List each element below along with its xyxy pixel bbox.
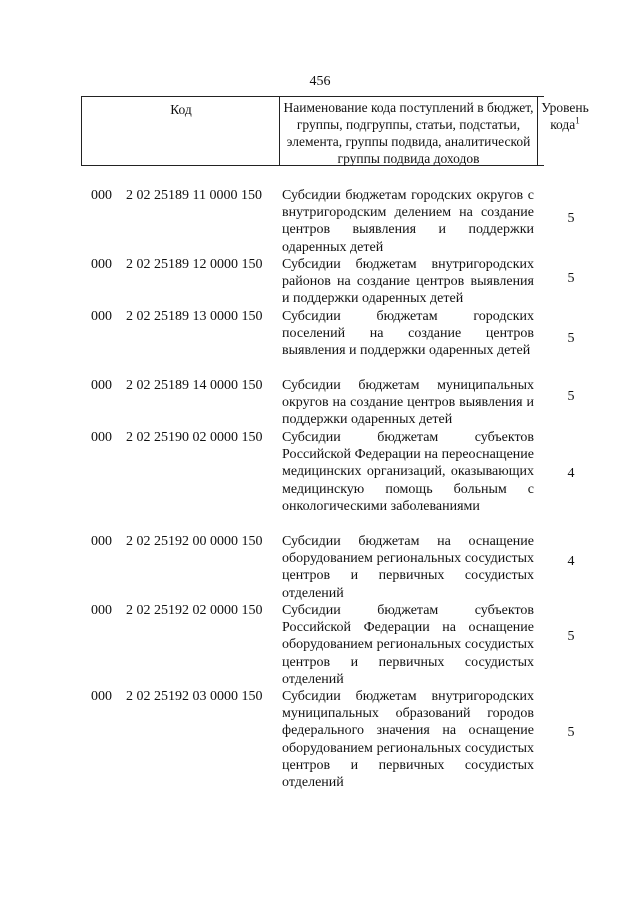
- page-number: 456: [309, 74, 331, 89]
- row-group-code: 000: [91, 534, 112, 549]
- row-level: 5: [567, 211, 575, 226]
- row-level: 5: [567, 629, 575, 644]
- row-name: Субсидии бюджетам субъектов Российской Федерации на оснащение оборудованием региональных сосудистых центров и первичных сосудистых отделений: [282, 603, 534, 687]
- row-name: Субсидии бюджетам внутригородских районов на создание центров выявления и поддержки одаренных детей: [282, 257, 534, 307]
- row-code: 2 02 25192 03 0000 150: [126, 689, 263, 704]
- header-code: Код: [81, 97, 280, 165]
- row-code: 2 02 25189 12 0000 150: [126, 257, 263, 272]
- table-row: [0, 377, 640, 429]
- row-name: Субсидии бюджетам городских поселений на создание центров выявления и поддержки одаренных детей: [282, 309, 534, 359]
- table-body: [0, 187, 640, 792]
- row-name: Субсидии бюджетам муниципальных округов на создание центров выявления и поддержки одаренных детей: [282, 378, 534, 428]
- row-group-code: 000: [91, 188, 112, 203]
- row-level: 5: [567, 271, 575, 286]
- row-name: Субсидии бюджетам на оснащение оборудованием региональных сосудистых центров и первичных сосудистых отделений: [282, 534, 534, 601]
- header-level-label: Уровень кода: [541, 100, 589, 132]
- row-level: 5: [567, 331, 575, 346]
- table-row: [0, 308, 640, 377]
- row-group-code: 000: [91, 257, 112, 272]
- row-level: 5: [567, 389, 575, 404]
- table-row: [0, 533, 640, 602]
- row-group-code: 000: [91, 430, 112, 445]
- table-row: [0, 602, 640, 688]
- row-level: 4: [567, 554, 575, 569]
- row-code: 2 02 25189 11 0000 150: [126, 188, 262, 203]
- row-level: 5: [567, 725, 575, 740]
- table-row: [0, 187, 640, 256]
- row-code: 2 02 25190 02 0000 150: [126, 430, 263, 445]
- row-code: 2 02 25192 02 0000 150: [126, 603, 263, 618]
- row-code: 2 02 25189 13 0000 150: [126, 309, 263, 324]
- table-row: [0, 429, 640, 533]
- table-row: [0, 256, 640, 308]
- row-name: Субсидии бюджетам городских округов с внутригородским делением на создание центров выявления и поддержки одаренных детей: [282, 188, 534, 255]
- row-code: 2 02 25189 14 0000 150: [126, 378, 263, 393]
- row-code: 2 02 25192 00 0000 150: [126, 534, 263, 549]
- row-group-code: 000: [91, 309, 112, 324]
- row-name: Субсидии бюджетам внутригородских муниципальных образований городов федерального значения на оснащение оборудованием региональных сосудистых центров и первичных сосудистых отделений: [282, 689, 534, 791]
- row-group-code: 000: [91, 689, 112, 704]
- table-header: [81, 96, 589, 166]
- row-name: Субсидии бюджетам субъектов Российской Федерации на переоснащение медицинских организаций, оказывающих медицинскую помощь больным с онкологическими заболеваниями: [282, 430, 534, 514]
- row-level: 4: [567, 466, 575, 481]
- row-group-code: 000: [91, 603, 112, 618]
- table-row: [0, 688, 640, 792]
- header-level-footnote: 1: [575, 115, 580, 126]
- header-name: Наименование кода поступлений в бюджет, группы, подгруппы, статьи, подстатьи, элемента, группы подвида, аналитической группы подвида доходов: [279, 97, 538, 165]
- header-level: [536, 97, 594, 165]
- row-group-code: 000: [91, 378, 112, 393]
